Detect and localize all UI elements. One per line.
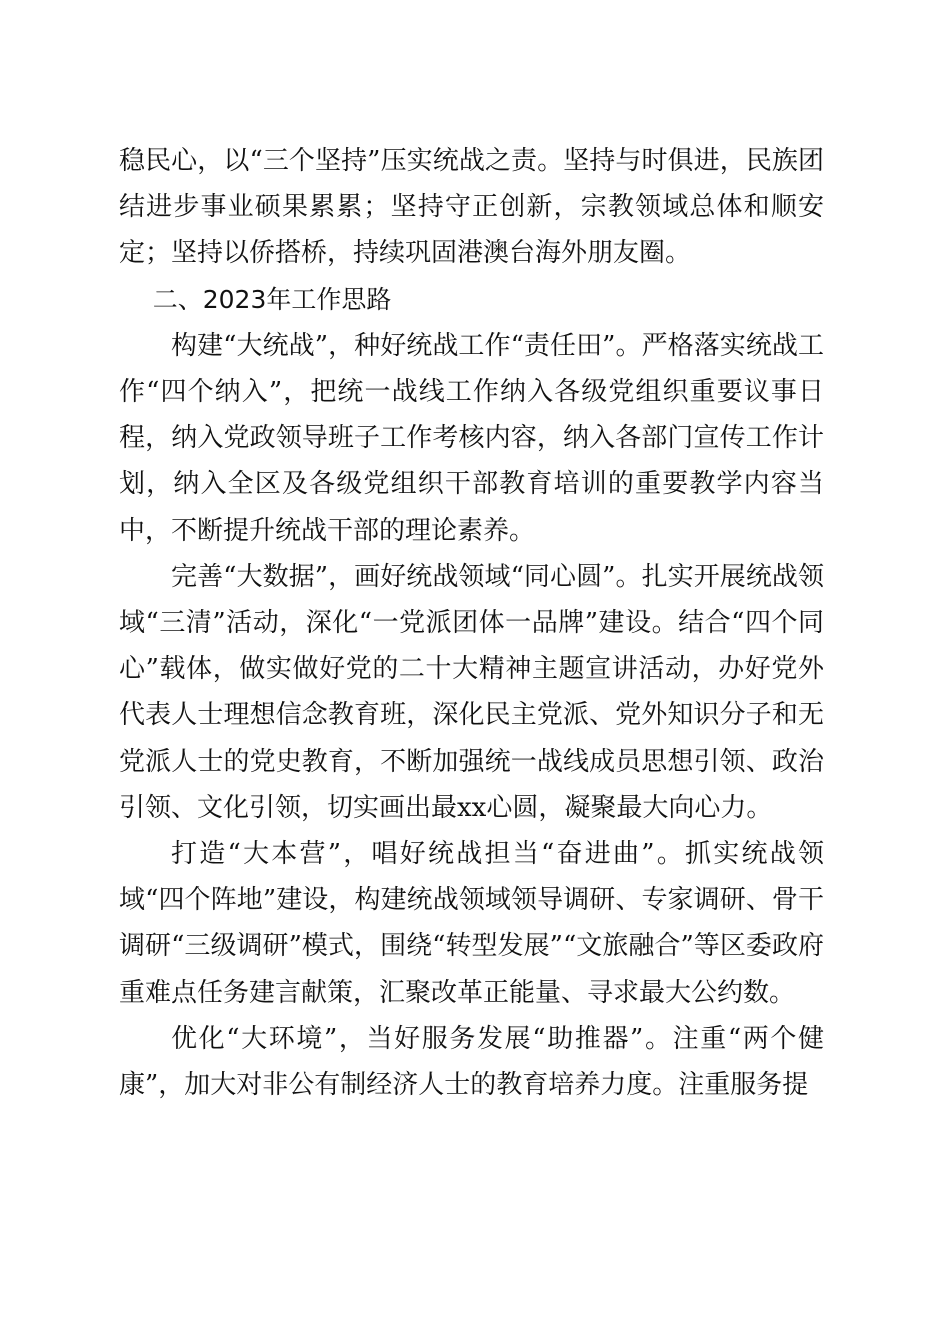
- intro-paragraph: 稳民心，以“三个坚持”压实统战之责。坚持与时俱进，民族团结进步事业硕果累累；坚持守正创新，宗教领域总体和顺安定；坚持以侨搭桥，持续巩固港澳台海外朋友圈。: [119, 146, 824, 269]
- document-body: [119, 138, 824, 1108]
- paragraph-big-united-front: 构建“大统战”，种好统战工作“责任田”。严格落实统战工作“四个纳入”，把统一战线工作纳入各级党组织重要议事日程，纳入党政领导班子工作考核内容，纳入各部门宣传工作计划，纳入全区及各级党组织干部教育培训的重要教学内容当中，不断提升统战干部的理论素养。: [119, 330, 824, 546]
- paragraph-big-data: 完善“大数据”，画好统战领域“同心圆”。扎实开展统战领域“三清”活动，深化“一党派团体一品牌”建设。结合“四个同心”载体，做实做好党的二十大精神主题宣讲活动，办好党外代表人士理想信念教育班，深化民主党派、党外知识分子和无党派人士的党史教育，不断加强统一战线成员思想引领、政治引领、文化引领，切实画出最xx心圆，凝聚最大向心力。: [119, 561, 824, 823]
- paragraph-big-base: 打造“大本营”，唱好统战担当“奋进曲”。抓实统战领域“四个阵地”建设，构建统战领域领导调研、专家调研、骨干调研“三级调研”模式，围绕“转型发展”“文旅融合”等区委政府重难点任务建言献策，汇聚改革正能量、寻求最大公约数。: [119, 839, 824, 1008]
- section-heading: 二、2023年工作思路: [152, 284, 392, 314]
- paragraph-big-environment: 优化“大环境”，当好服务发展“助推器”。注重“两个健康”，加大对非公有制经济人士的教育培养力度。注重服务提: [119, 1023, 824, 1101]
